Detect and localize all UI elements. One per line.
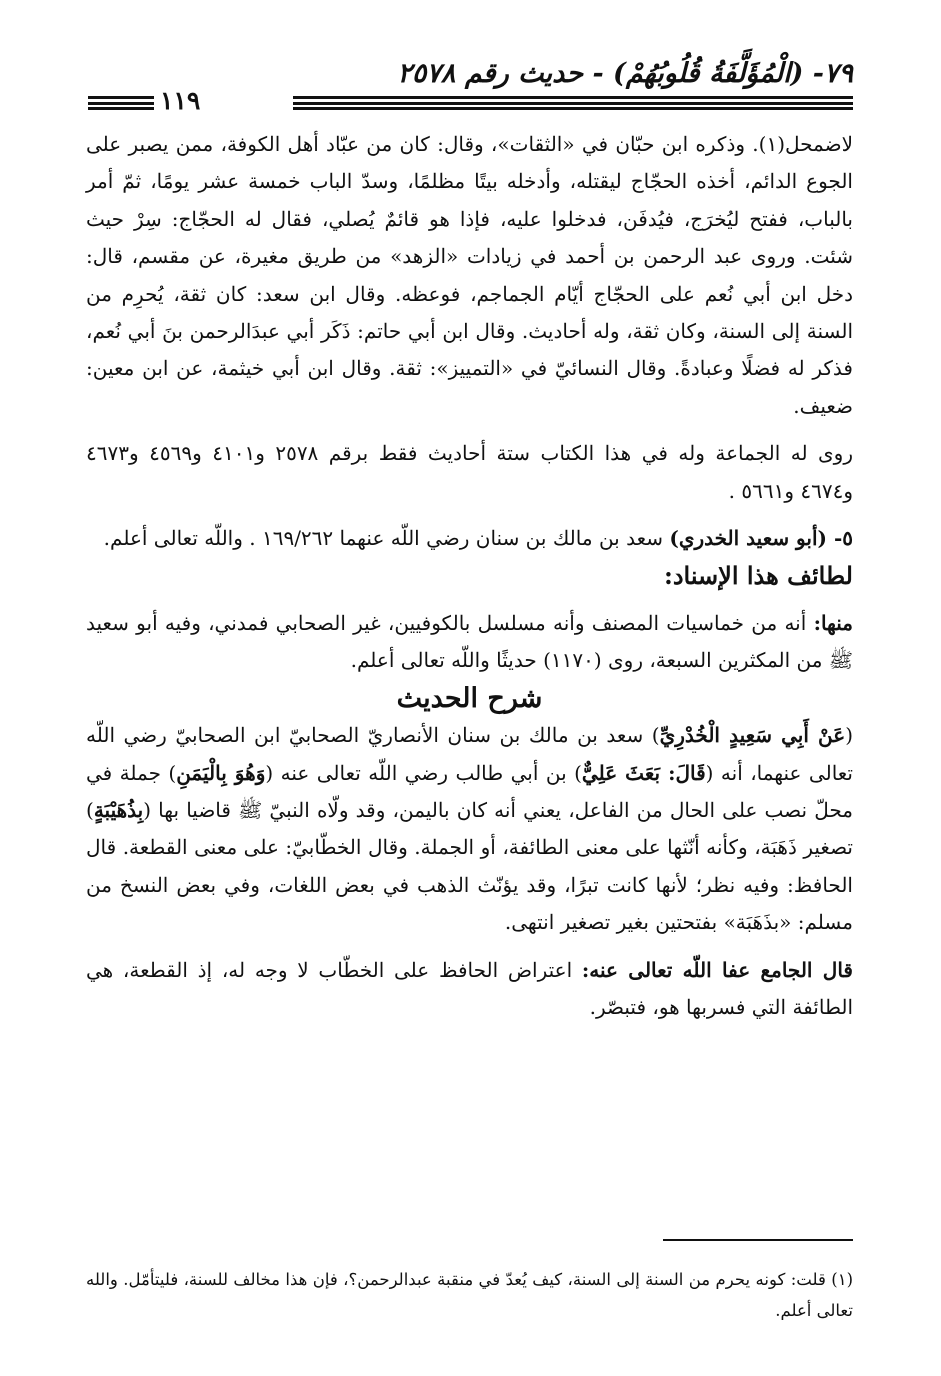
hadith-quote: قَالَ: بَعَثَ عَلِيٌّ [581,760,706,785]
header-rule-long [293,96,853,99]
narrator-name: ٥- (أبو سعيد الخدري) [669,526,853,551]
text-segment: ( [845,723,854,748]
hadith-quote: وَهُوَ بِالْيَمَنِ [176,760,266,785]
paragraph-isnad-notes [86,605,853,680]
page-number: ١١٩ [160,86,201,115]
text-segment: ) سعد بن مالك بن سنان الأنصاريّ الصحابيّ ابن الصحابيّ رضي اللّه تعالى عنهما، أنه ( [86,723,853,785]
jami-text: اعتراض الحافظ على الخطّاب لا وجه له، إذ القطعة، هي الطائفة التي فسربها هو، فتبصّر. [86,957,853,1019]
page-header [88,58,853,114]
running-title: ٧٩- (الْمُؤَلَّفَةُ قُلُوبُهُمْ) - حديث رقم ٢٥٧٨ [397,58,853,89]
paragraph-biography: لاضمحل(١). وذكره ابن حبّان في «الثقات»، وقال: كان من عبّاد أهل الكوفة، ممن يصبر على الجوع الدائم، أخذه الحجّاج ليقتله، وأدخله بيتًا مظلمًا، وسدّ الباب خمسة عشر يومًا، ثمّ أمر بالباب، ففتح ليُخرَج، فيُدفَن، فدخلوا عليه، فإذا هو قائمٌ يُصلي، فقال له الحجّاج: سِرْ حيث شئت. وروى عبد الرحمن بن أحمد في زيادات «الزهد» من طريق مغيرة، عن مقسم، قال: دخل ابن أبي نُعم على الحجّاج أيّام الجماجم، فوعظه. وقال ابن سعد: كان ثقة، يُحرِم من السنة إلى السنة، وكان ثقة، وله أحاديث. وقال ابن أبي حاتم: ذَكَر أبي عبدَالرحمن بنَ أبي نُعم، فذكر له فضلًا وعبادةً. وقال النسائيّ في «التمييز»: ثقة. وقال ابن أبي خيثمة، عن ابن معين: ضعيف. [86,132,853,418]
text-segment: ) بن أبي طالب رضي اللّه تعالى عنه ( [265,760,582,785]
section-heading-isnad: لطائف هذا الإسناد: [663,561,853,591]
text-segment: ) تصغير ذَهَبَة، وكأنه أنّثها على معنى الطائفة، أو الجملة. وقال الخطّابيّ: على معنى القطعة. قال الحافظ: وفيه نظر؛ لأنها كانت تبرًا، وقد يؤنّث الذهب في بعض اللغات، وفي بعض النسخ من مسلم: «بذَهَبَة» بفتحتين بغير تصغير انتهى. [86,797,853,935]
footnote-separator [663,1239,853,1241]
text-segment: ) جملة في محلّ نصب على الحال من الفاعل، يعني أنه كان باليمن، وقد ولّاه النبيّ ﷺ قاضيا بها ( [86,760,853,822]
paragraph-narrations: روى له الجماعة وله في هذا الكتاب ستة أحاديث فقط برقم ٢٥٧٨ و٤١٠١ و٤٥٦٩ و٤٦٧٣ و٤٦٧٤ و٥٦٦١ . [86,441,853,503]
main-text [86,126,853,1026]
header-rule-short [88,96,154,99]
narrator-details: سعد بن مالك بن سنان رضي اللّه عنهما ١٦٩/٢٦٢ . واللّه تعالى أعلم. [103,526,670,551]
footnotes [86,1264,853,1326]
hadith-quote: عَنْ أَبِي سَعِيدٍ الْخُدْرِيِّ [659,723,846,748]
paragraph-jami-comment [86,952,853,1027]
isnad-text: أنه من خماسيات المصنف وأنه مسلسل بالكوفيين، غير الصحابي فمدني، وفيه أبو سعيد ﷺ من المكثرين السبعة، روى (١١٧٠) حديثًا واللّه تعالى أعلم. [86,610,853,673]
isnad-lead: منها: [813,610,854,635]
paragraph-sharh [86,717,853,941]
paragraph-narrator-5 [86,520,853,557]
section-heading-sharh: شرح الحديث [396,682,543,714]
footnote-1: (١) قلت: كونه يحرم من السنة إلى السنة، كيف يُعدّ في منقبة عبدالرحمن؟، فإن هذا مخالف للسنة، فليتأمّل. والله تعالى أعلم. [86,1270,853,1320]
hadith-quote: بِذُهَيْبَةٍ [93,797,144,822]
jami-lead: قال الجامع عفا اللّه تعالى عنه: [581,957,853,982]
